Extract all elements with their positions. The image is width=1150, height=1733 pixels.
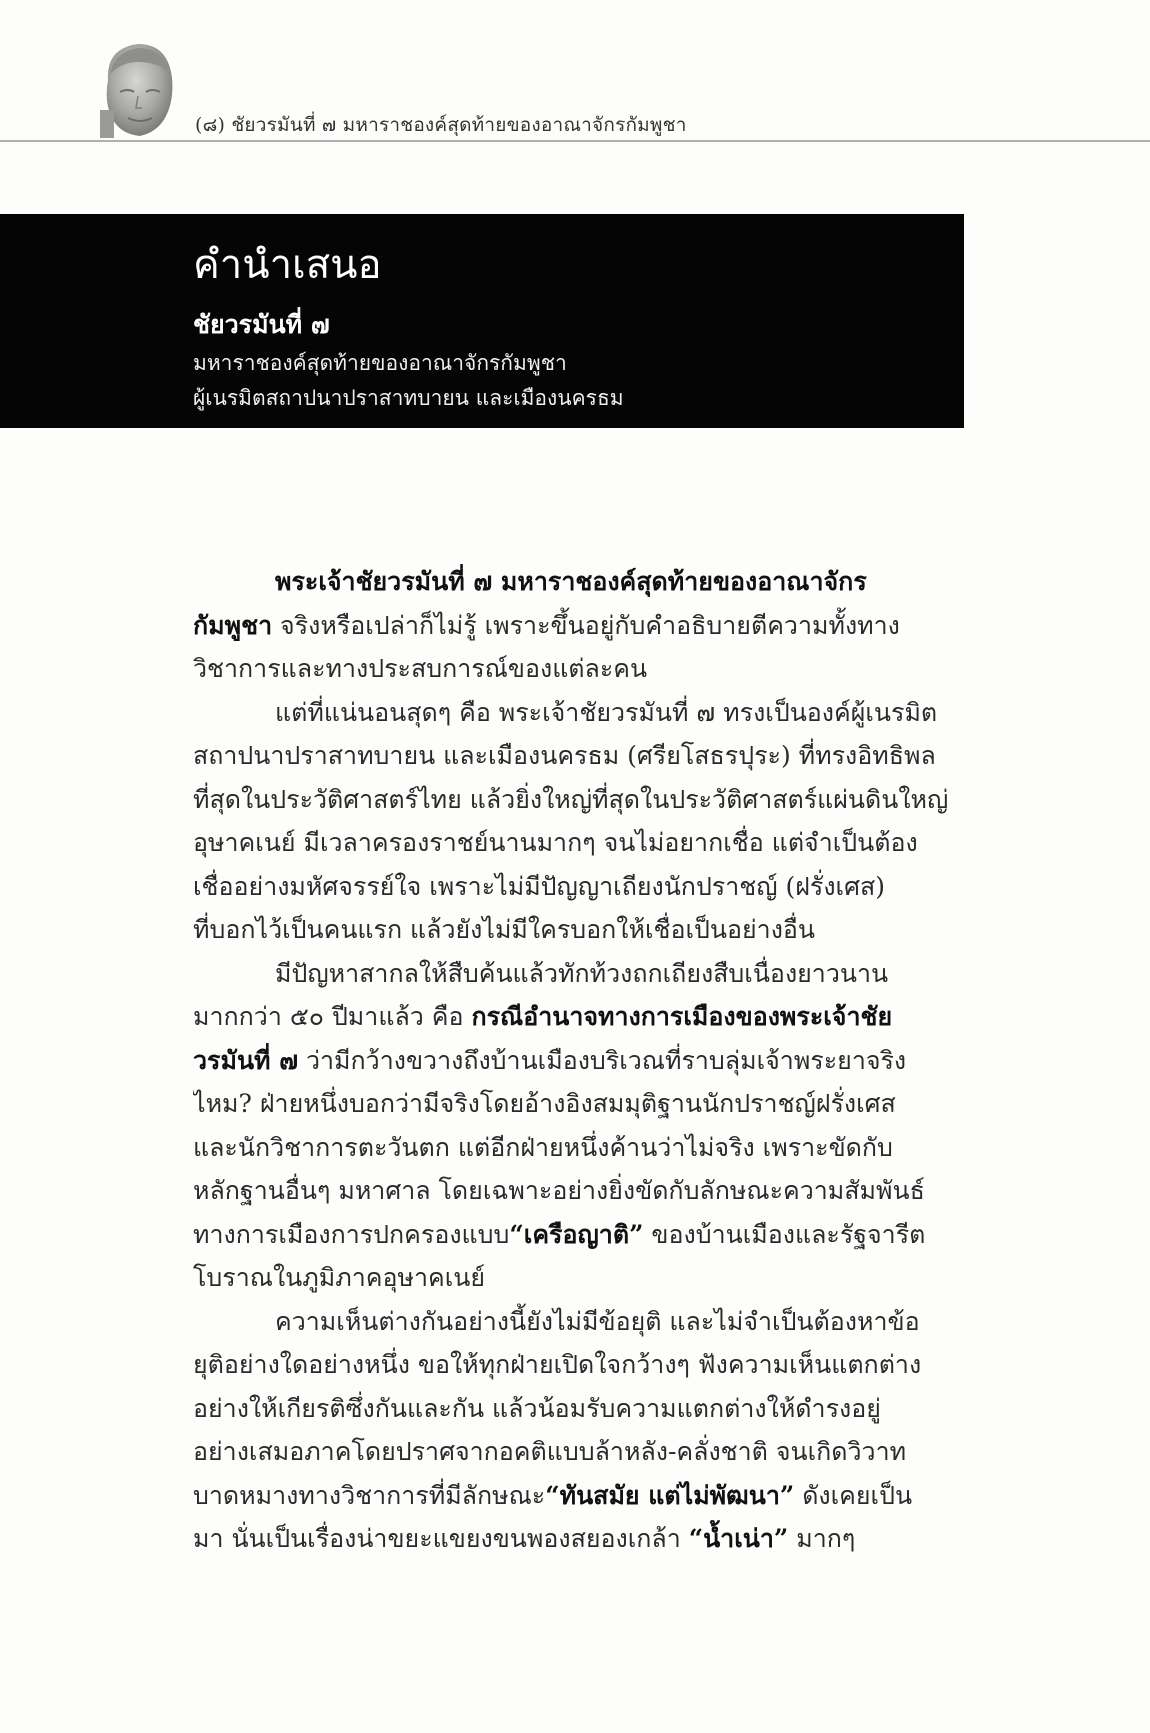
text-line: หลักฐานอื่นๆ มหาศาล โดยเฉพาะอย่างยิ่งขัดกับลักษณะความสัมพันธ์ [193, 1176, 925, 1205]
text-line: ที่บอกไว้เป็นคนแรก แล้วยังไม่มีใครบอกให้เชื่อเป็นอย่างอื่น [193, 915, 816, 944]
text-line: มา นั่นเป็นเรื่องน่าขยะแขยงขนพองสยองเกล้า “น้ำเน่า” มากๆ [193, 1524, 856, 1553]
text-line: พระเจ้าชัยวรมันที่ ๗ มหาราชองค์สุดท้ายของอาณาจักร [275, 567, 867, 596]
section-title: คำนำเสนอ [193, 242, 382, 288]
text-line: เชื่ออย่างมหัศจรรย์ใจ เพราะไม่มีปัญญาเถียงนักปราชญ์ (ฝรั่งเศส) [193, 871, 885, 901]
text-line: อุษาคเนย์ มีเวลาครองราชย์นานมากๆ จนไม่อยากเชื่อ แต่จำเป็นต้อง [193, 828, 918, 857]
text-line: มากกว่า ๕๐ ปีมาแล้ว คือ กรณีอำนาจทางการเมืองของพระเจ้าชัย [193, 1002, 893, 1031]
body-text [193, 560, 953, 1561]
section-tagline-2: ผู้เนรมิตสถาปนาปราสาทบายน และเมืองนครธม [193, 386, 624, 410]
text-line: วรมันที่ ๗ ว่ามีกว้างขวางถึงบ้านเมืองบริเวณที่ราบลุ่มเจ้าพระยาจริง [193, 1045, 907, 1075]
text-line: ความเห็นต่างกันอย่างนี้ยังไม่มีข้อยุติ และไม่จำเป็นต้องหาข้อ [275, 1306, 920, 1336]
text-line: อย่างเสมอภาคโดยปราศจากอคติแบบล้าหลัง-คลั่งชาติ จนเกิดวิวาท [193, 1437, 907, 1466]
section-tagline-1: มหาราชองค์สุดท้ายของอาณาจักรกัมพูชา [193, 351, 567, 375]
buddha-head-image [96, 40, 182, 140]
text-line: ที่สุดในประวัติศาสตร์ไทย แล้วยิ่งใหญ่ที่สุดในประวัติศาสตร์แผ่นดินใหญ่ [193, 784, 949, 814]
text-line: และนักวิชาการตะวันตก แต่อีกฝ่ายหนึ่งค้านว่าไม่จริง เพราะขัดกับ [193, 1132, 893, 1162]
running-head: (๘) ชัยวรมันที่ ๗ มหาราชองค์สุดท้ายของอาณาจักรกัมพูชา [195, 114, 687, 136]
page-header [0, 0, 1150, 150]
header-rule [0, 140, 1150, 142]
text-line: ทางการเมืองการปกครองแบบ“เครือญาติ” ของบ้านเมืองและรัฐจารีต [193, 1219, 926, 1249]
text-line: แต่ที่แน่นอนสุดๆ คือ พระเจ้าชัยวรมันที่ ๗ ทรงเป็นองค์ผู้เนรมิต [275, 697, 938, 727]
section-subtitle: ชัยวรมันที่ ๗ [193, 310, 330, 339]
text-line: สถาปนาปราสาทบายน และเมืองนครธม (ศรียโสธรปุระ) ที่ทรงอิทธิพล [193, 741, 936, 770]
text-line: อย่างให้เกียรติซึ่งกันและกัน แล้วน้อมรับความแตกต่างให้ดำรงอยู่ [193, 1393, 881, 1423]
text-line: กัมพูชา จริงหรือเปล่าก็ไม่รู้ เพราะขึ้นอยู่กับคำอธิบายตีความทั้งทาง [193, 610, 900, 640]
text-line: มีปัญหาสากลให้สืบค้นแล้วทักท้วงถกเถียงสืบเนื่องยาวนาน [275, 958, 889, 988]
text-line: ยุติอย่างใดอย่างหนึ่ง ขอให้ทุกฝ่ายเปิดใจกว้างๆ ฟังความเห็นแตกต่าง [193, 1350, 922, 1379]
text-line: ไหม? ฝ่ายหนึ่งบอกว่ามีจริงโดยอ้างอิงสมมุติฐานนักปราชญ์ฝรั่งเศส [193, 1089, 896, 1118]
text-line: วิชาการและทางประสบการณ์ของแต่ละคน [193, 654, 648, 683]
text-line: โบราณในภูมิภาคอุษาคเนย์ [193, 1263, 485, 1292]
text-line: บาดหมางทางวิชาการที่มีลักษณะ“ทันสมัย แต่ไม่พัฒนา” ดังเคยเป็น [193, 1480, 913, 1510]
